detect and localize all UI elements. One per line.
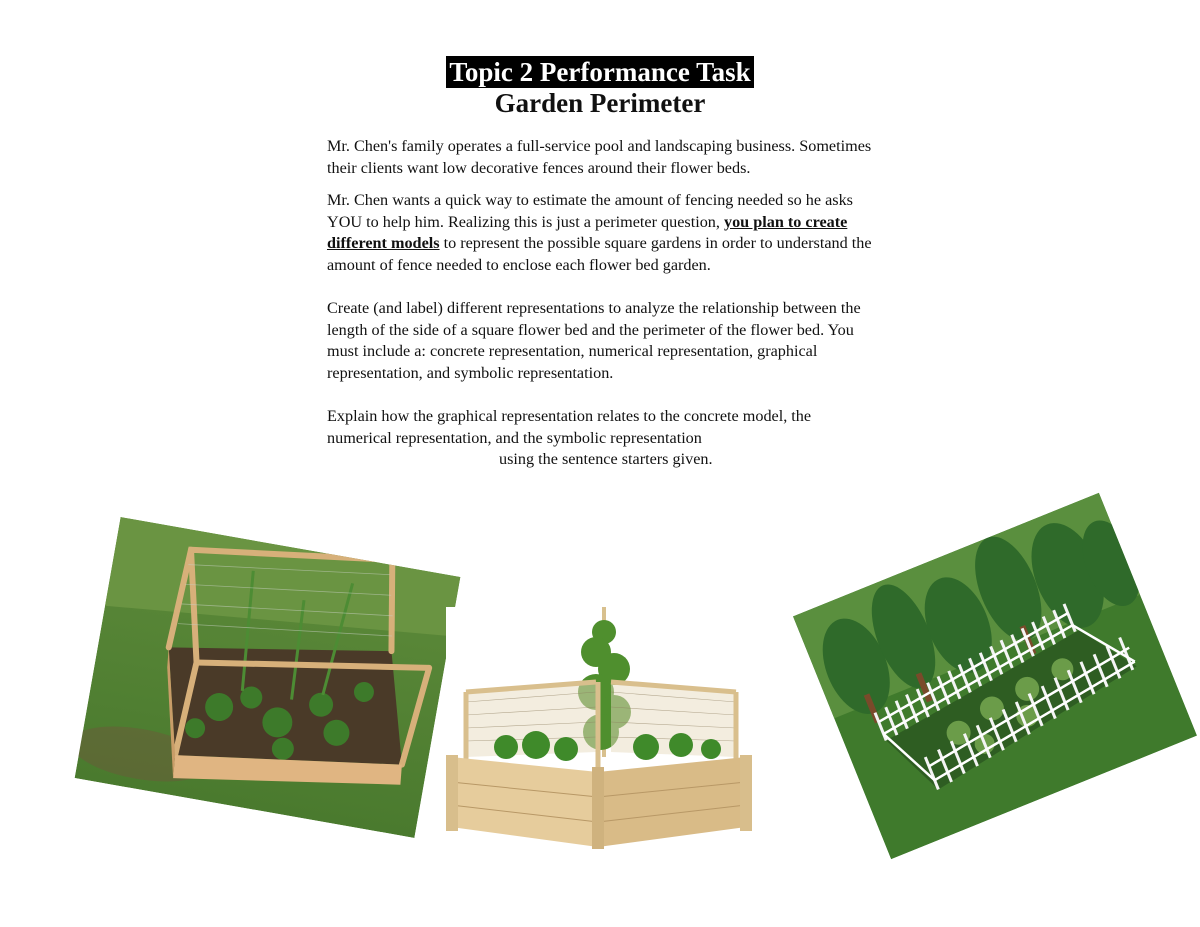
garden-photo-right [793, 493, 1197, 860]
garden-photo-center [446, 607, 758, 855]
paragraph-task [327, 190, 879, 276]
explain-indent: using the sentence starters given. [499, 450, 713, 468]
page-title: Topic 2 Performance Task [446, 56, 753, 88]
explain-line: Explain how the graphical representation relates to the concrete model, the numerical representation, and the symbolic representation [327, 407, 812, 447]
task-text-before: Mr. Chen wants a quick way to estimate the amount of fencing needed so he asks YOU to help him. Realizing this is just a perimeter question, [327, 191, 853, 231]
task-text-after: to represent the possible square gardens in order to understand the amount of fence needed to enclose each flower bed garden. [327, 234, 872, 274]
page-subtitle: Garden Perimeter [494, 88, 706, 118]
task-emphasis: you plan to create different models [327, 212, 848, 252]
header [0, 56, 1200, 118]
paragraph-explain [327, 406, 879, 471]
paragraph-intro: Mr. Chen's family operates a full-service pool and landscaping business. Sometimes their clients want low decorative fences around their flower beds. [327, 137, 872, 177]
task-description [327, 136, 879, 471]
paragraph-representations: Create (and label) different representations to analyze the relationship between the length of the side of a square flower bed and the perimeter of the flower bed. You must include a: concrete representation, numerical representation, graphical representation, and symbolic representation. [327, 299, 861, 382]
garden-photo-left [75, 517, 461, 838]
